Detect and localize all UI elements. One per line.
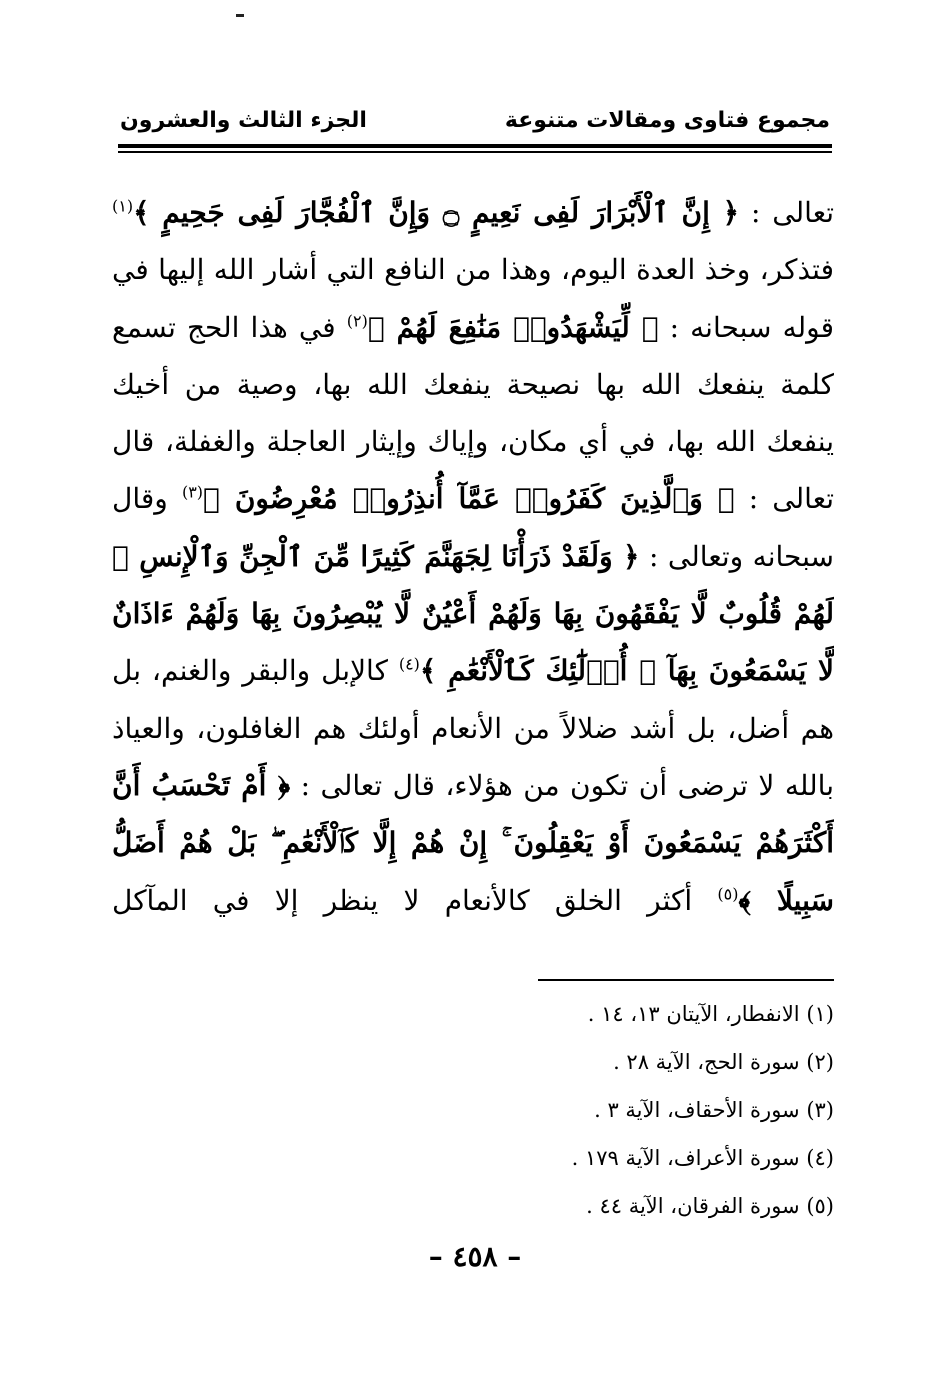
footnote-ref: (١)	[112, 196, 134, 216]
footnote-item: (١) الانفطار، الآيتان ١٣، ١٤ .	[587, 1002, 834, 1026]
quran-verse: ﴿ إِنَّ ٱلْأَبْرَارَ لَفِى نَعِيمٍ ۝ وَإِنَّ ٱلْفُجَّارَ لَفِى جَحِيمٍ ﴾	[133, 196, 740, 229]
page-number: – ٤٥٨ –	[428, 1240, 522, 1273]
text-run: وقال سبحانه وتعالى :	[112, 482, 834, 573]
footnote-item: (٥) سورة الفرقان، الآية ٤٤ .	[586, 1194, 834, 1218]
running-header	[120, 108, 830, 142]
quran-verse: ﴿ وَلَقَدْ ذَرَأْنَا لِجَهَنَّمَ كَثِيرًا مِّنَ ٱلْجِنِّ وَٱلْإِنسِ ۖ لَهُمْ قُلُوبٌ لَّا يَفْقَهُونَ بِهَا وَلَهُمْ أَعْيُنٌ لَّا يُبْصِرُونَ بِهَا وَلَهُمْ ءَاذَانٌ لَّا يَسْمَعُونَ بِهَآ ۚ أُو۟لَٰٓئِكَ كَٱلْأَنْعَٰمِ ﴾	[112, 539, 834, 688]
footnote-ref: (٣)	[181, 483, 204, 503]
main-paragraph	[112, 184, 834, 929]
footnote-item: (٣) سورة الأحقاف، الآية ٣ .	[594, 1098, 834, 1122]
text-run: أكثر الخلق كالأنعام لا ينظر إلا في المآكل	[112, 883, 718, 917]
footnote-item: (٢) سورة الحج، الآية ٢٨ .	[613, 1050, 834, 1074]
scan-mark	[236, 14, 244, 17]
header-rule-thin	[118, 151, 832, 153]
book-title: مجموع فتاوى ومقالات متنوعة	[504, 108, 830, 133]
text-run: كالإبل والبقر والغنم، بل هم أضل، بل أشد ضلالاً من الأنعام أولئك هم الغافلون، والعياذ بالله لا ترضى أن تكون من هؤلاء، قال تعالى :	[112, 654, 834, 802]
text-run: في هذا الحج تسمع كلمة ينفعك الله بها نصيحة ينفعك الله بها، وصية من أخيك ينفعك الله بها، في أي مكان، وإياك وإيثار العاجلة والغفلة، قال تعالى :	[112, 310, 834, 516]
footnote-ref: (٥)	[717, 884, 739, 904]
text-run: تعالى :	[739, 196, 834, 229]
text-run: فتذكر، وخذ العدة اليوم، وهذا من النافع التي أشار الله إليها في قوله سبحانه :	[112, 253, 834, 344]
footnote-separator	[538, 979, 834, 981]
quran-verse: ﴿ أَمْ تَحْسَبُ أَنَّ أَكْثَرَهُمْ يَسْمَعُونَ أَوْ يَعْقِلُونَ ۚ إِنْ هُمْ إِلَّا كَٱلْأَنْعَٰمِ ۖ بَلْ هُمْ أَضَلُّ سَبِيلًا ﴾	[112, 768, 834, 917]
header-rule-thick	[118, 144, 832, 148]
quran-verse: ﴿ وَٱلَّذِينَ كَفَرُوا۟ عَمَّآ أُنذِرُوا۟ مُعْرِضُونَ ﴾	[203, 482, 735, 516]
footnotes-list	[420, 990, 834, 1230]
footnote-ref: (٢)	[346, 311, 368, 331]
footnote-ref: (٤)	[398, 655, 420, 675]
main-text	[112, 184, 834, 984]
footnote-item: (٤) سورة الأعراف، الآية ١٧٩ .	[571, 1146, 834, 1170]
volume-label: الجزء الثالث والعشرون	[120, 108, 367, 133]
quran-verse: ﴿ لِّيَشْهَدُوا۟ مَنَٰفِعَ لَهُمْ ﴾	[367, 310, 659, 344]
